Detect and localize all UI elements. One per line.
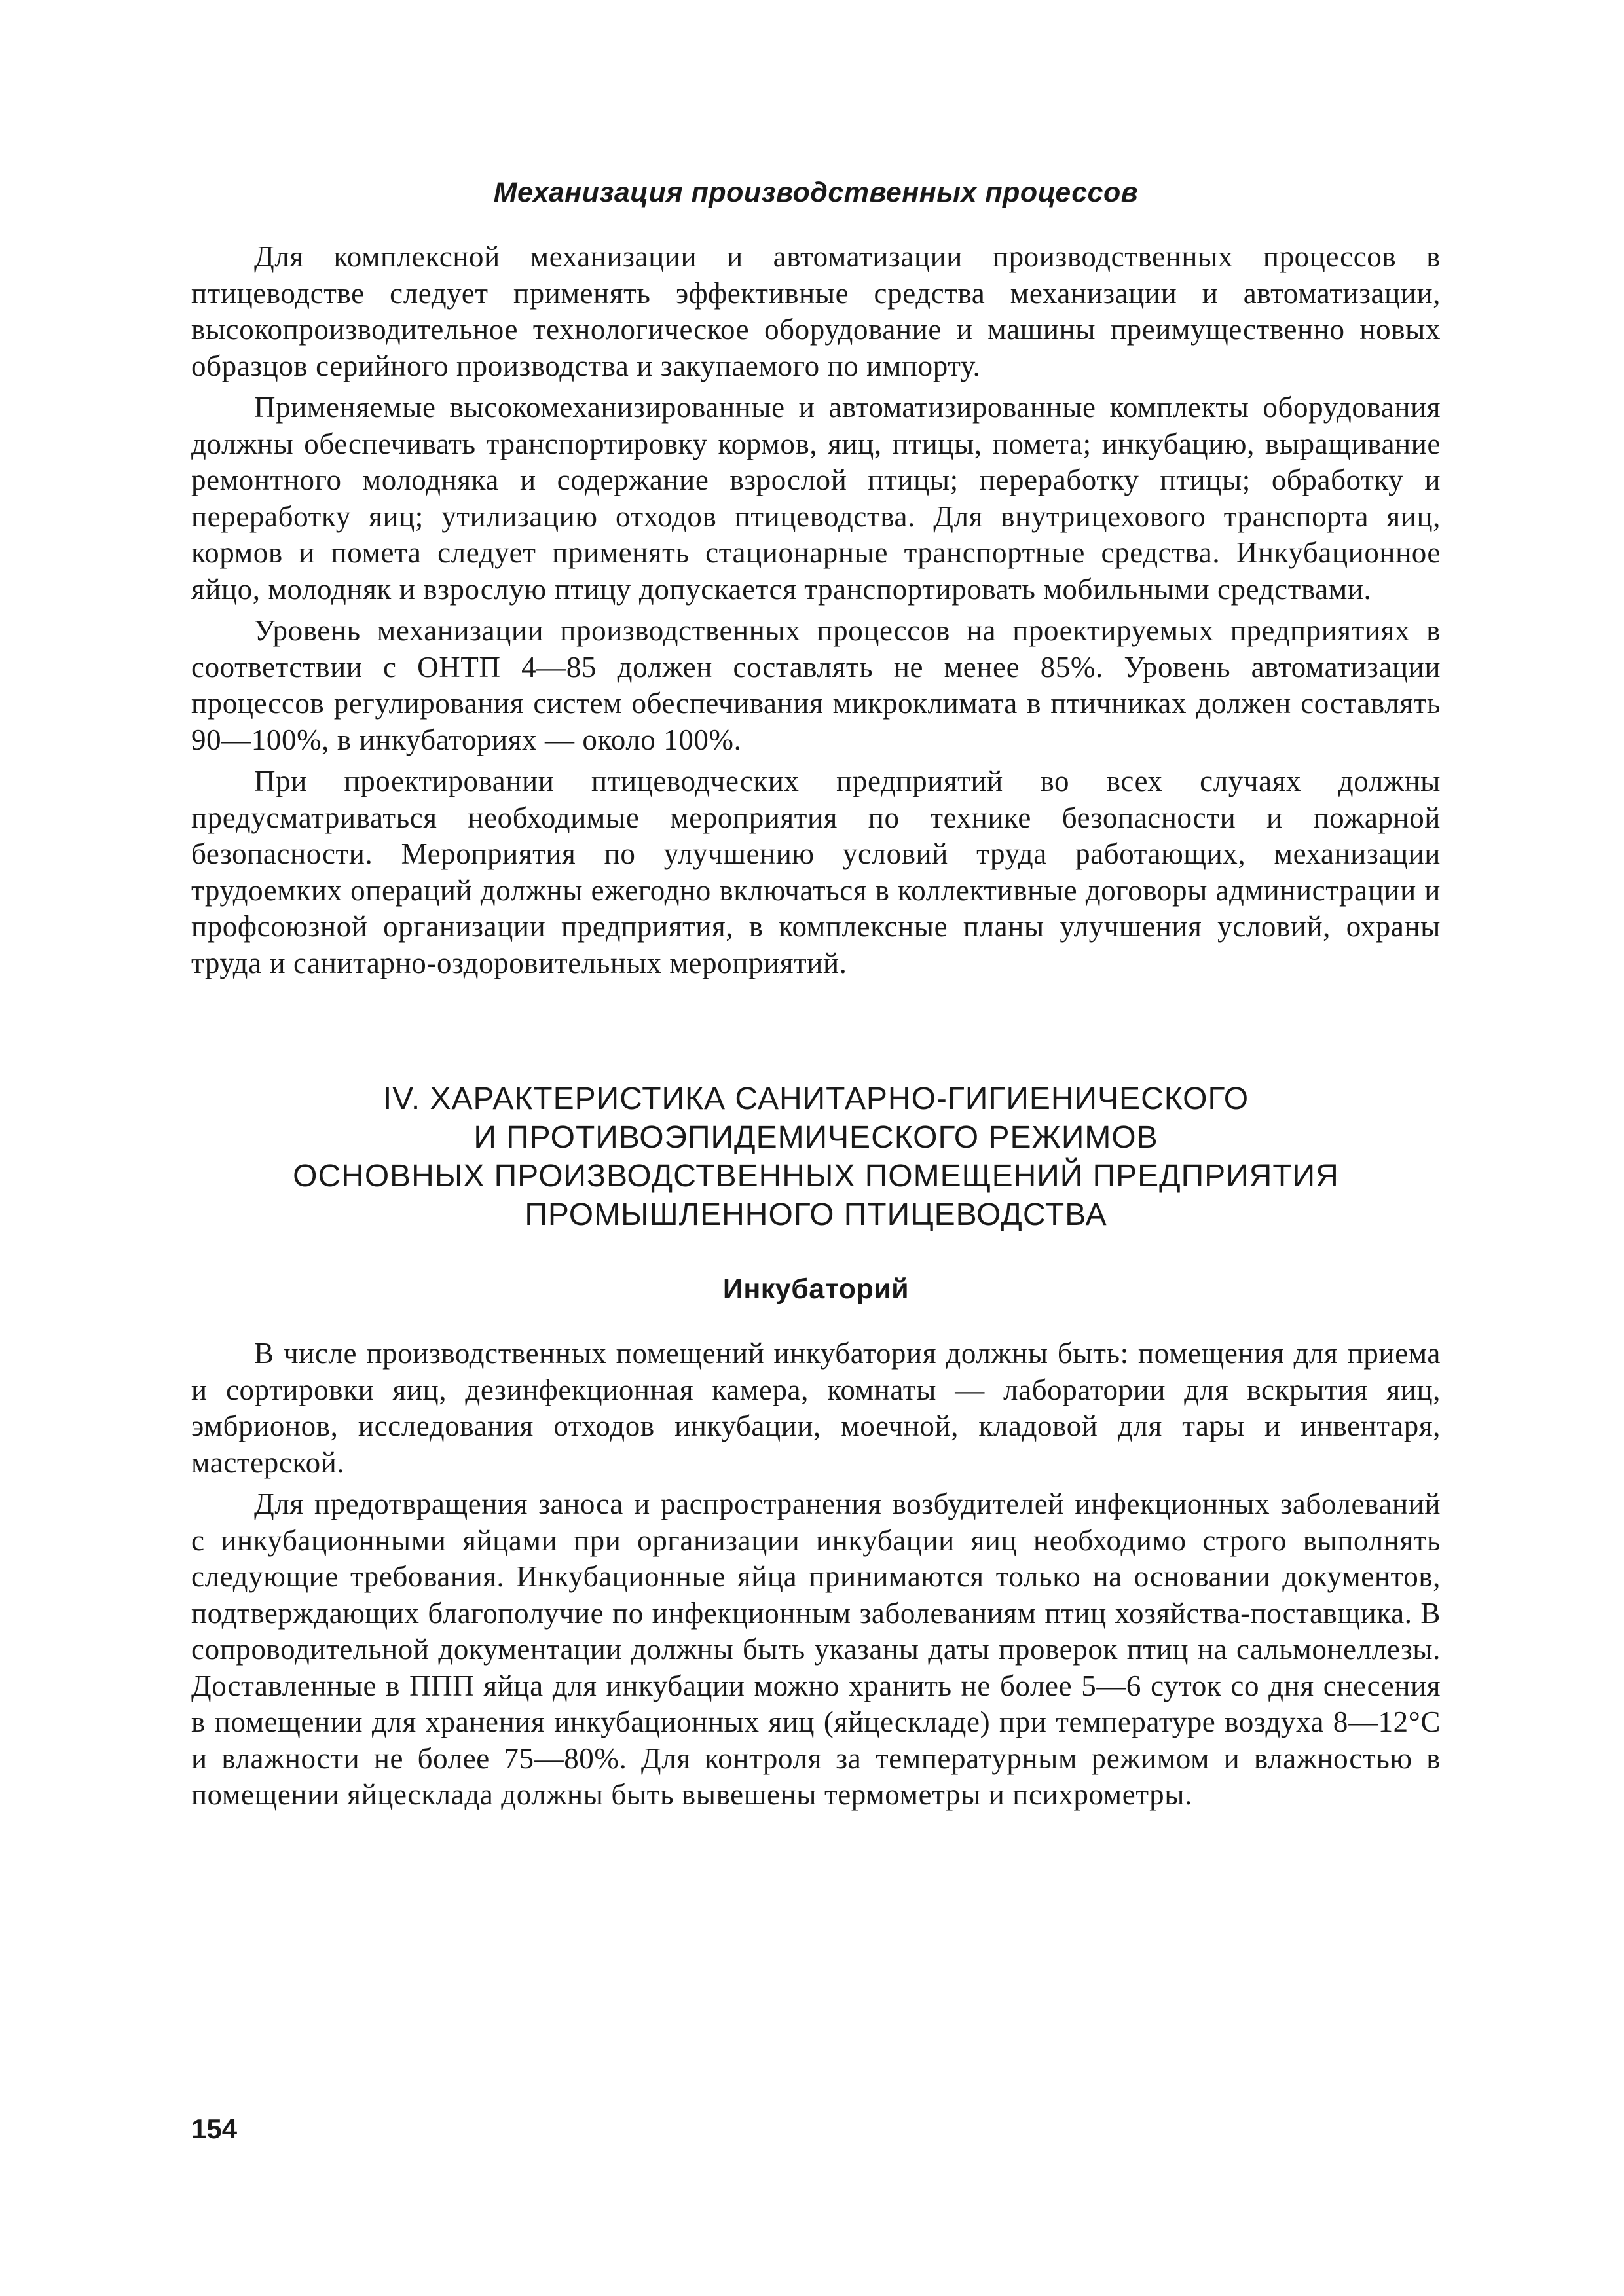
section-title-incubator: Инкубаторий <box>722 1273 910 1305</box>
page-body <box>191 177 1441 1819</box>
paragraph-incubator-2: Для предотвращения заноса и распространения возбудителей инфекционных заболеваний с инкубационными яйцами при организации инкубации яиц необходимо строго выполнять следующие требования. Инкубационные яйца принимаются только на основании документов, подтверждающих благополучие по инфекционным заболеваниям птиц хозяйства-поставщика. В сопроводительной документации должны быть указаны даты проверок птиц на сальмонеллезы. Доставленные в ППП яйца для инкубации можно хранить не более 5—6 суток со дня снесения в помещении для хранения инкубационных яиц (яйцескладе) при температуре воздуха 8—12°С и влажности не более 75—80%. Для контроля за температурным режимом и влажностью в помещении яйцесклада должны быть вывешены термометры и психрометры. <box>191 1487 1441 1811</box>
chapter-title-line-4: ПРОМЫШЛЕННОГО ПТИЦЕВОДСТВА <box>525 1197 1107 1232</box>
chapter-title-line-3: ОСНОВНЫХ ПРОИЗВОДСТВЕННЫХ ПОМЕЩЕНИЙ ПРЕДПРИЯТИЯ <box>293 1159 1339 1194</box>
paragraph-mechanization-2: Применяемые высокомеханизированные и автоматизированные комплекты оборудования должны обеспечивать транспортировку кормов, яиц, птицы, помета; инкубацию, выращивание ремонтного молодняка и содержание взрослой птицы; переработку птицы; обработку и переработку яиц; утилизацию отходов птицеводства. Для внутрицехового транспорта яиц, кормов и помета следует применять стационарные транспортные средства. Инкубационное яйцо, молодняк и взрослую птицу допускается транспортировать мобильными средствами. <box>191 391 1441 606</box>
section-title-mechanization: Механизация производственных процессов <box>493 177 1139 208</box>
paragraph-mechanization-1: Для комплексной механизации и автоматизации производственных процессов в птицеводстве следует применять эффективные средства механизации и автоматизации, высокопроизводительное технологическое оборудование и машины преимущественно новых образцов серийного производства и закупаемого по импорту. <box>191 240 1441 382</box>
paragraph-incubator-1: В числе производственных помещений инкубатория должны быть: помещения для приема и сортировки яиц, дезинфекционная камера, комнаты — лаборатории для вскрытия яиц, эмбрионов, исследования отходов инкубации, моечной, кладовой для тары и инвентаря, мастерской. <box>191 1337 1441 1479</box>
chapter-title-line-1: IV. ХАРАКТЕРИСТИКА САНИТАРНО-ГИГИЕНИЧЕСКОГО <box>382 1082 1249 1116</box>
paragraph-mechanization-3: Уровень механизации производственных процессов на проектируемых предприятиях в соответствии с ОНТП 4—85 должен составлять не менее 85%. Уровень автоматизации процессов регулирования систем обеспечивания микроклимата в птичниках должен составлять 90—100%, в инкубаториях — около 100%. <box>191 614 1441 756</box>
chapter-title <box>165 1080 1467 1234</box>
paragraph-mechanization-4: При проектировании птицеводческих предприятий во всех случаях должны предусматриваться необходимые мероприятия по технике безопасности и пожарной безопасности. Мероприятия по улучшению условий труда работающих, механизации трудоемких операций должны ежегодно включаться в коллективные договоры администрации и профсоюзной организации предприятия, в комплексные планы улучшения условий, охраны труда и санитарно-оздоровительных мероприятий. <box>191 765 1441 979</box>
chapter-title-line-2: И ПРОТИВОЭПИДЕМИЧЕСКОГО РЕЖИМОВ <box>473 1120 1158 1155</box>
page-number: 154 <box>191 2113 238 2144</box>
